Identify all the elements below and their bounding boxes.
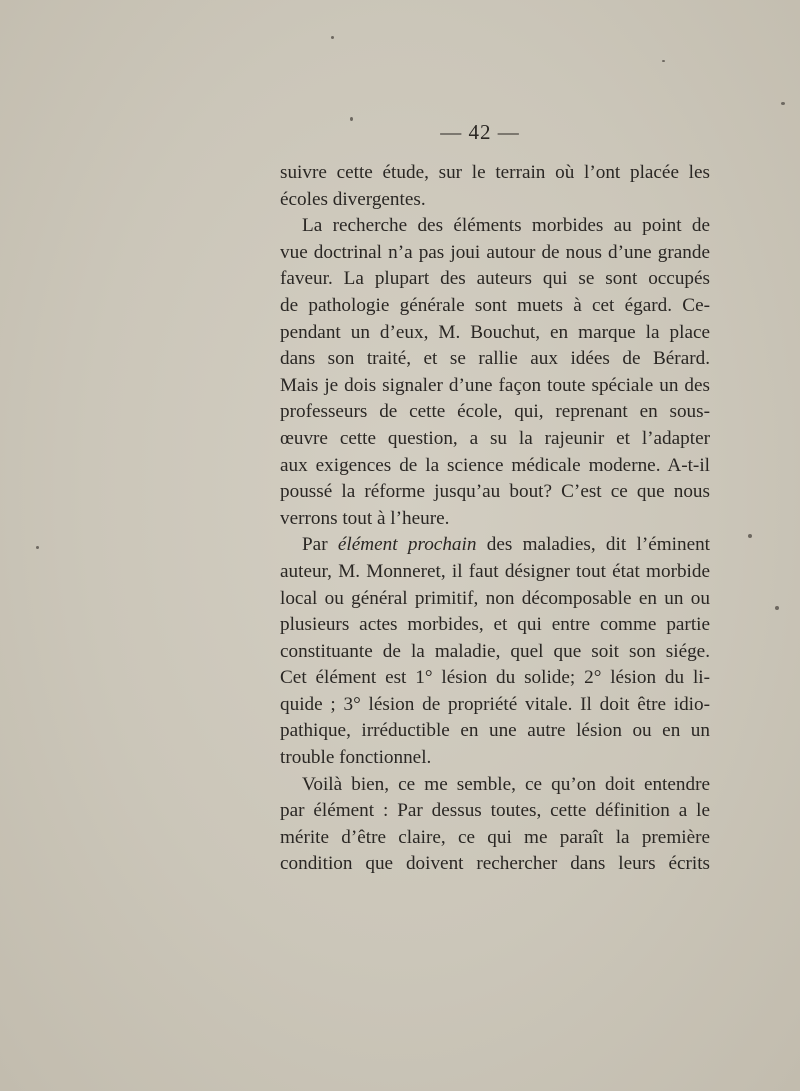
paper-speck: [350, 117, 353, 121]
text-line: mérite d’être claire, ce qui me paraît la première: [280, 826, 710, 848]
text-line: auteur, M. Monneret, il faut désigner tout état morbide: [280, 560, 710, 582]
text-line: pathique, irréductible en une autre lésion ou en un: [280, 720, 710, 742]
paper-speck: [775, 606, 779, 610]
paper-speck: [748, 534, 752, 538]
paragraph: [280, 532, 710, 771]
text-line: Cet élément est 1° lésion du solide; 2° lésion du li-: [280, 667, 710, 689]
text-line: constituante de la maladie, quel que soit son siége.: [280, 640, 710, 662]
paragraph: [280, 213, 710, 532]
text-line: Voilà bien, ce me semble, ce qu’on doit entendre: [302, 773, 710, 795]
paper-speck: [36, 546, 39, 549]
paper-speck: [331, 36, 334, 39]
text-line: œuvre cette question, a su la rajeunir et l’adapter: [280, 427, 710, 449]
text-line: par élément : Par dessus toutes, cette définition a le: [280, 800, 710, 822]
text-line: aux exigences de la science médicale moderne. A-t-il: [280, 454, 710, 476]
text-line: Par élément prochain des maladies, dit l’éminent: [302, 534, 711, 556]
text-line: quide ; 3° lésion de propriété vitale. Il doit être idio-: [280, 693, 710, 715]
text-line: pendant un d’eux, M. Bouchut, en marque la place: [280, 321, 710, 343]
text-line: La recherche des éléments morbides au point de: [302, 215, 710, 237]
italic-term: élément prochain: [337, 534, 477, 556]
text-line: condition que doivent rechercher dans leurs écrits: [280, 853, 710, 875]
text-line: verrons tout à l’heure.: [280, 507, 450, 529]
text-line: Mais je dois signaler d’une façon toute spéciale un des: [280, 374, 710, 396]
text-line: vue doctrinal n’a pas joui autour de nous d’une grande: [280, 241, 710, 263]
text-line: local ou général primitif, non décomposable en un ou: [280, 587, 710, 609]
text-line: poussé la réforme jusqu’au bout? C’est ce que nous: [280, 481, 710, 503]
paragraph: [280, 160, 710, 213]
paper-speck: [781, 102, 785, 105]
paragraph: [280, 772, 710, 878]
text-line: trouble fonctionnel.: [280, 747, 432, 769]
text-line: de pathologie générale sont muets à cet égard. Ce-: [280, 294, 710, 316]
paper-speck: [662, 60, 665, 62]
text-line: professeurs de cette école, qui, reprenant en sous-: [280, 401, 710, 423]
text-line: suivre cette étude, sur le terrain où l’ont placée les: [280, 162, 710, 183]
body-text: [280, 160, 710, 878]
text-line: dans son traité, et se rallie aux idées de Bérard.: [280, 348, 710, 370]
text-line: plusieurs actes morbides, et qui entre comme partie: [280, 614, 710, 636]
text-line: faveur. La plupart des auteurs qui se sont occupés: [280, 268, 710, 290]
text-line: écoles divergentes.: [280, 188, 426, 210]
page-number: — 42 —: [440, 120, 520, 144]
